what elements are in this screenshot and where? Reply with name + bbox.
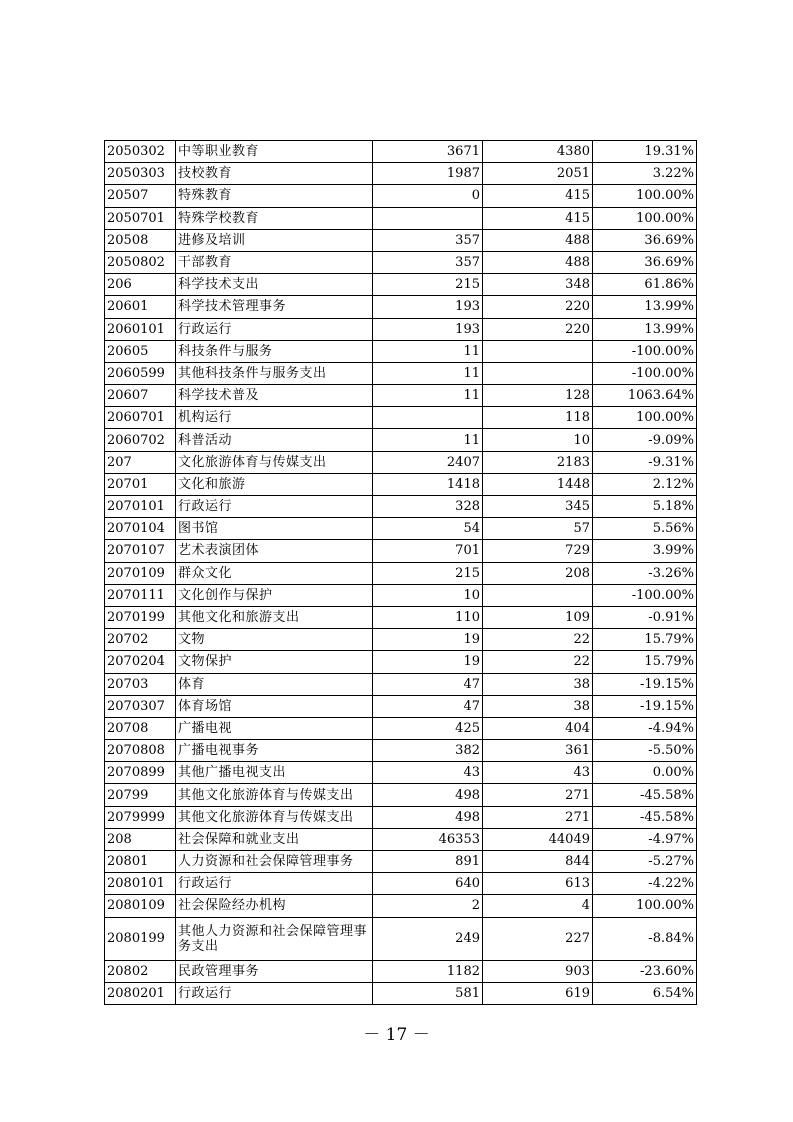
account-name-cell: 广播电视 xyxy=(176,717,373,739)
account-name-cell: 群众文化 xyxy=(176,562,373,584)
account-code-cell: 208 xyxy=(105,828,176,850)
table-row xyxy=(105,717,697,739)
change-percent-cell: 15.79% xyxy=(593,651,697,673)
table-row xyxy=(105,229,697,251)
budget-table-body xyxy=(105,141,697,1005)
account-code-cell: 20701 xyxy=(105,473,176,495)
change-percent-cell: -4.97% xyxy=(593,828,697,850)
account-name-cell: 行政运行 xyxy=(176,496,373,518)
current-amount-cell: 903 xyxy=(483,960,593,982)
current-amount-cell xyxy=(483,362,593,384)
table-row xyxy=(105,784,697,806)
account-code-cell: 20508 xyxy=(105,229,176,251)
account-name-cell: 中等职业教育 xyxy=(176,141,373,163)
previous-amount-cell: 19 xyxy=(373,651,483,673)
current-amount-cell: 361 xyxy=(483,740,593,762)
account-code-cell: 2080109 xyxy=(105,895,176,917)
account-name-cell: 其他科技条件与服务支出 xyxy=(176,362,373,384)
previous-amount-cell: 11 xyxy=(373,429,483,451)
account-code-cell: 20708 xyxy=(105,717,176,739)
change-percent-cell: -5.27% xyxy=(593,851,697,873)
account-name-cell: 行政运行 xyxy=(176,873,373,895)
change-percent-cell: 36.69% xyxy=(593,251,697,273)
account-code-cell: 2070808 xyxy=(105,740,176,762)
account-code-cell: 2070307 xyxy=(105,695,176,717)
current-amount-cell xyxy=(483,340,593,362)
table-row xyxy=(105,695,697,717)
change-percent-cell: -19.15% xyxy=(593,673,697,695)
account-name-cell: 干部教育 xyxy=(176,251,373,273)
account-name-cell: 机构运行 xyxy=(176,407,373,429)
account-name-cell: 艺术表演团体 xyxy=(176,540,373,562)
table-row xyxy=(105,540,697,562)
account-code-cell: 206 xyxy=(105,274,176,296)
current-amount-cell: 38 xyxy=(483,695,593,717)
previous-amount-cell: 498 xyxy=(373,784,483,806)
table-row xyxy=(105,385,697,407)
account-code-cell: 2080201 xyxy=(105,982,176,1004)
account-code-cell: 2080101 xyxy=(105,873,176,895)
change-percent-cell: -45.58% xyxy=(593,784,697,806)
change-percent-cell: 15.79% xyxy=(593,629,697,651)
change-percent-cell: 5.18% xyxy=(593,496,697,518)
table-row xyxy=(105,740,697,762)
previous-amount-cell: 215 xyxy=(373,562,483,584)
current-amount-cell: 220 xyxy=(483,318,593,340)
table-row xyxy=(105,473,697,495)
change-percent-cell: 3.22% xyxy=(593,163,697,185)
account-name-cell: 进修及培训 xyxy=(176,229,373,251)
account-name-cell: 行政运行 xyxy=(176,982,373,1004)
table-row xyxy=(105,518,697,540)
account-name-cell: 科普活动 xyxy=(176,429,373,451)
account-name-cell: 民政管理事务 xyxy=(176,960,373,982)
change-percent-cell: 6.54% xyxy=(593,982,697,1004)
change-percent-cell: -9.09% xyxy=(593,429,697,451)
account-name-cell: 其他人力资源和社会保障管理事务支出 xyxy=(176,917,373,960)
change-percent-cell: -4.94% xyxy=(593,717,697,739)
current-amount-cell: 57 xyxy=(483,518,593,540)
current-amount-cell: 118 xyxy=(483,407,593,429)
account-name-cell: 科学技术支出 xyxy=(176,274,373,296)
account-name-cell: 广播电视事务 xyxy=(176,740,373,762)
table-row xyxy=(105,362,697,384)
change-percent-cell: 19.31% xyxy=(593,141,697,163)
account-code-cell: 20799 xyxy=(105,784,176,806)
account-name-cell: 行政运行 xyxy=(176,318,373,340)
previous-amount-cell: 1987 xyxy=(373,163,483,185)
previous-amount-cell xyxy=(373,207,483,229)
previous-amount-cell: 357 xyxy=(373,229,483,251)
current-amount-cell: 2183 xyxy=(483,451,593,473)
account-name-cell: 文化创作与保护 xyxy=(176,584,373,606)
account-name-cell: 技校教育 xyxy=(176,163,373,185)
table-row xyxy=(105,828,697,850)
table-row xyxy=(105,606,697,628)
current-amount-cell: 208 xyxy=(483,562,593,584)
previous-amount-cell: 640 xyxy=(373,873,483,895)
account-name-cell: 其他文化和旅游支出 xyxy=(176,606,373,628)
previous-amount-cell: 193 xyxy=(373,296,483,318)
table-row xyxy=(105,318,697,340)
table-row xyxy=(105,584,697,606)
table-row xyxy=(105,851,697,873)
previous-amount-cell: 47 xyxy=(373,673,483,695)
account-name-cell: 科学技术普及 xyxy=(176,385,373,407)
current-amount-cell: 10 xyxy=(483,429,593,451)
change-percent-cell: -19.15% xyxy=(593,695,697,717)
account-code-cell: 20507 xyxy=(105,185,176,207)
table-row xyxy=(105,895,697,917)
current-amount-cell: 415 xyxy=(483,185,593,207)
change-percent-cell: 13.99% xyxy=(593,296,697,318)
previous-amount-cell: 110 xyxy=(373,606,483,628)
current-amount-cell: 1448 xyxy=(483,473,593,495)
previous-amount-cell: 498 xyxy=(373,806,483,828)
table-row xyxy=(105,451,697,473)
account-code-cell: 2070204 xyxy=(105,651,176,673)
previous-amount-cell: 2407 xyxy=(373,451,483,473)
table-row xyxy=(105,340,697,362)
account-code-cell: 2060599 xyxy=(105,362,176,384)
previous-amount-cell: 701 xyxy=(373,540,483,562)
current-amount-cell: 4380 xyxy=(483,141,593,163)
table-row xyxy=(105,960,697,982)
current-amount-cell: 488 xyxy=(483,251,593,273)
table-row xyxy=(105,673,697,695)
previous-amount-cell: 43 xyxy=(373,762,483,784)
account-code-cell: 2070107 xyxy=(105,540,176,562)
account-code-cell: 2050303 xyxy=(105,163,176,185)
table-row xyxy=(105,141,697,163)
previous-amount-cell xyxy=(373,407,483,429)
account-name-cell: 文物 xyxy=(176,629,373,651)
change-percent-cell: 5.56% xyxy=(593,518,697,540)
current-amount-cell: 4 xyxy=(483,895,593,917)
change-percent-cell: 100.00% xyxy=(593,895,697,917)
account-name-cell: 特殊教育 xyxy=(176,185,373,207)
change-percent-cell: -3.26% xyxy=(593,562,697,584)
table-row xyxy=(105,274,697,296)
previous-amount-cell: 46353 xyxy=(373,828,483,850)
account-name-cell: 其他文化旅游体育与传媒支出 xyxy=(176,784,373,806)
change-percent-cell: -8.84% xyxy=(593,917,697,960)
table-row xyxy=(105,562,697,584)
current-amount-cell: 220 xyxy=(483,296,593,318)
account-name-cell: 社会保险经办机构 xyxy=(176,895,373,917)
account-name-cell: 体育 xyxy=(176,673,373,695)
account-code-cell: 20601 xyxy=(105,296,176,318)
account-code-cell: 2070899 xyxy=(105,762,176,784)
account-code-cell: 2060101 xyxy=(105,318,176,340)
current-amount-cell xyxy=(483,584,593,606)
previous-amount-cell: 10 xyxy=(373,584,483,606)
current-amount-cell: 844 xyxy=(483,851,593,873)
current-amount-cell: 613 xyxy=(483,873,593,895)
table-row xyxy=(105,251,697,273)
table-row xyxy=(105,806,697,828)
account-code-cell: 2050302 xyxy=(105,141,176,163)
table-row xyxy=(105,651,697,673)
account-code-cell: 20605 xyxy=(105,340,176,362)
account-code-cell: 20801 xyxy=(105,851,176,873)
current-amount-cell: 43 xyxy=(483,762,593,784)
current-amount-cell: 128 xyxy=(483,385,593,407)
current-amount-cell: 22 xyxy=(483,629,593,651)
change-percent-cell: 13.99% xyxy=(593,318,697,340)
account-code-cell: 2070101 xyxy=(105,496,176,518)
table-row xyxy=(105,296,697,318)
current-amount-cell: 729 xyxy=(483,540,593,562)
current-amount-cell: 22 xyxy=(483,651,593,673)
change-percent-cell: 61.86% xyxy=(593,274,697,296)
current-amount-cell: 345 xyxy=(483,496,593,518)
table-row xyxy=(105,873,697,895)
account-code-cell: 2070199 xyxy=(105,606,176,628)
table-row xyxy=(105,762,697,784)
current-amount-cell: 488 xyxy=(483,229,593,251)
current-amount-cell: 44049 xyxy=(483,828,593,850)
account-name-cell: 文化和旅游 xyxy=(176,473,373,495)
account-code-cell: 20702 xyxy=(105,629,176,651)
current-amount-cell: 227 xyxy=(483,917,593,960)
account-code-cell: 2060701 xyxy=(105,407,176,429)
current-amount-cell: 415 xyxy=(483,207,593,229)
change-percent-cell: 100.00% xyxy=(593,185,697,207)
change-percent-cell: 2.12% xyxy=(593,473,697,495)
previous-amount-cell: 249 xyxy=(373,917,483,960)
previous-amount-cell: 215 xyxy=(373,274,483,296)
current-amount-cell: 404 xyxy=(483,717,593,739)
change-percent-cell: -100.00% xyxy=(593,362,697,384)
account-code-cell: 2070104 xyxy=(105,518,176,540)
account-code-cell: 207 xyxy=(105,451,176,473)
table-row xyxy=(105,496,697,518)
account-name-cell: 科技条件与服务 xyxy=(176,340,373,362)
change-percent-cell: -4.22% xyxy=(593,873,697,895)
account-name-cell: 其他广播电视支出 xyxy=(176,762,373,784)
account-name-cell: 科学技术管理事务 xyxy=(176,296,373,318)
previous-amount-cell: 47 xyxy=(373,695,483,717)
previous-amount-cell: 1182 xyxy=(373,960,483,982)
previous-amount-cell: 1418 xyxy=(373,473,483,495)
account-code-cell: 2080199 xyxy=(105,917,176,960)
change-percent-cell: 0.00% xyxy=(593,762,697,784)
current-amount-cell: 2051 xyxy=(483,163,593,185)
change-percent-cell: 36.69% xyxy=(593,229,697,251)
previous-amount-cell: 2 xyxy=(373,895,483,917)
previous-amount-cell: 425 xyxy=(373,717,483,739)
previous-amount-cell: 3671 xyxy=(373,141,483,163)
account-code-cell: 2050701 xyxy=(105,207,176,229)
account-name-cell: 特殊学校教育 xyxy=(176,207,373,229)
change-percent-cell: 100.00% xyxy=(593,207,697,229)
account-name-cell: 社会保障和就业支出 xyxy=(176,828,373,850)
table-row xyxy=(105,982,697,1004)
page-number: － 17 － xyxy=(363,1025,430,1045)
previous-amount-cell: 11 xyxy=(373,340,483,362)
table-row xyxy=(105,917,697,960)
account-code-cell: 20607 xyxy=(105,385,176,407)
previous-amount-cell: 11 xyxy=(373,362,483,384)
account-name-cell: 图书馆 xyxy=(176,518,373,540)
current-amount-cell: 109 xyxy=(483,606,593,628)
account-code-cell: 20802 xyxy=(105,960,176,982)
change-percent-cell: -100.00% xyxy=(593,584,697,606)
account-name-cell: 其他文化旅游体育与传媒支出 xyxy=(176,806,373,828)
account-code-cell: 20703 xyxy=(105,673,176,695)
previous-amount-cell: 382 xyxy=(373,740,483,762)
current-amount-cell: 348 xyxy=(483,274,593,296)
previous-amount-cell: 54 xyxy=(373,518,483,540)
account-name-cell: 文物保护 xyxy=(176,651,373,673)
account-name-cell: 体育场馆 xyxy=(176,695,373,717)
account-name-cell: 人力资源和社会保障管理事务 xyxy=(176,851,373,873)
account-code-cell: 2050802 xyxy=(105,251,176,273)
previous-amount-cell: 328 xyxy=(373,496,483,518)
previous-amount-cell: 581 xyxy=(373,982,483,1004)
current-amount-cell: 271 xyxy=(483,806,593,828)
table-row xyxy=(105,207,697,229)
previous-amount-cell: 357 xyxy=(373,251,483,273)
account-code-cell: 2070111 xyxy=(105,584,176,606)
change-percent-cell: -23.60% xyxy=(593,960,697,982)
budget-table xyxy=(104,140,697,1005)
previous-amount-cell: 0 xyxy=(373,185,483,207)
previous-amount-cell: 11 xyxy=(373,385,483,407)
change-percent-cell: 3.99% xyxy=(593,540,697,562)
account-code-cell: 2079999 xyxy=(105,806,176,828)
account-code-cell: 2070109 xyxy=(105,562,176,584)
change-percent-cell: -45.58% xyxy=(593,806,697,828)
previous-amount-cell: 19 xyxy=(373,629,483,651)
change-percent-cell: -5.50% xyxy=(593,740,697,762)
account-code-cell: 2060702 xyxy=(105,429,176,451)
table-row xyxy=(105,407,697,429)
table-row xyxy=(105,629,697,651)
account-name-cell: 文化旅游体育与传媒支出 xyxy=(176,451,373,473)
previous-amount-cell: 891 xyxy=(373,851,483,873)
current-amount-cell: 38 xyxy=(483,673,593,695)
change-percent-cell: -0.91% xyxy=(593,606,697,628)
change-percent-cell: 1063.64% xyxy=(593,385,697,407)
table-row xyxy=(105,163,697,185)
change-percent-cell: -9.31% xyxy=(593,451,697,473)
current-amount-cell: 619 xyxy=(483,982,593,1004)
change-percent-cell: -100.00% xyxy=(593,340,697,362)
table-row xyxy=(105,429,697,451)
current-amount-cell: 271 xyxy=(483,784,593,806)
previous-amount-cell: 193 xyxy=(373,318,483,340)
table-row xyxy=(105,185,697,207)
change-percent-cell: 100.00% xyxy=(593,407,697,429)
